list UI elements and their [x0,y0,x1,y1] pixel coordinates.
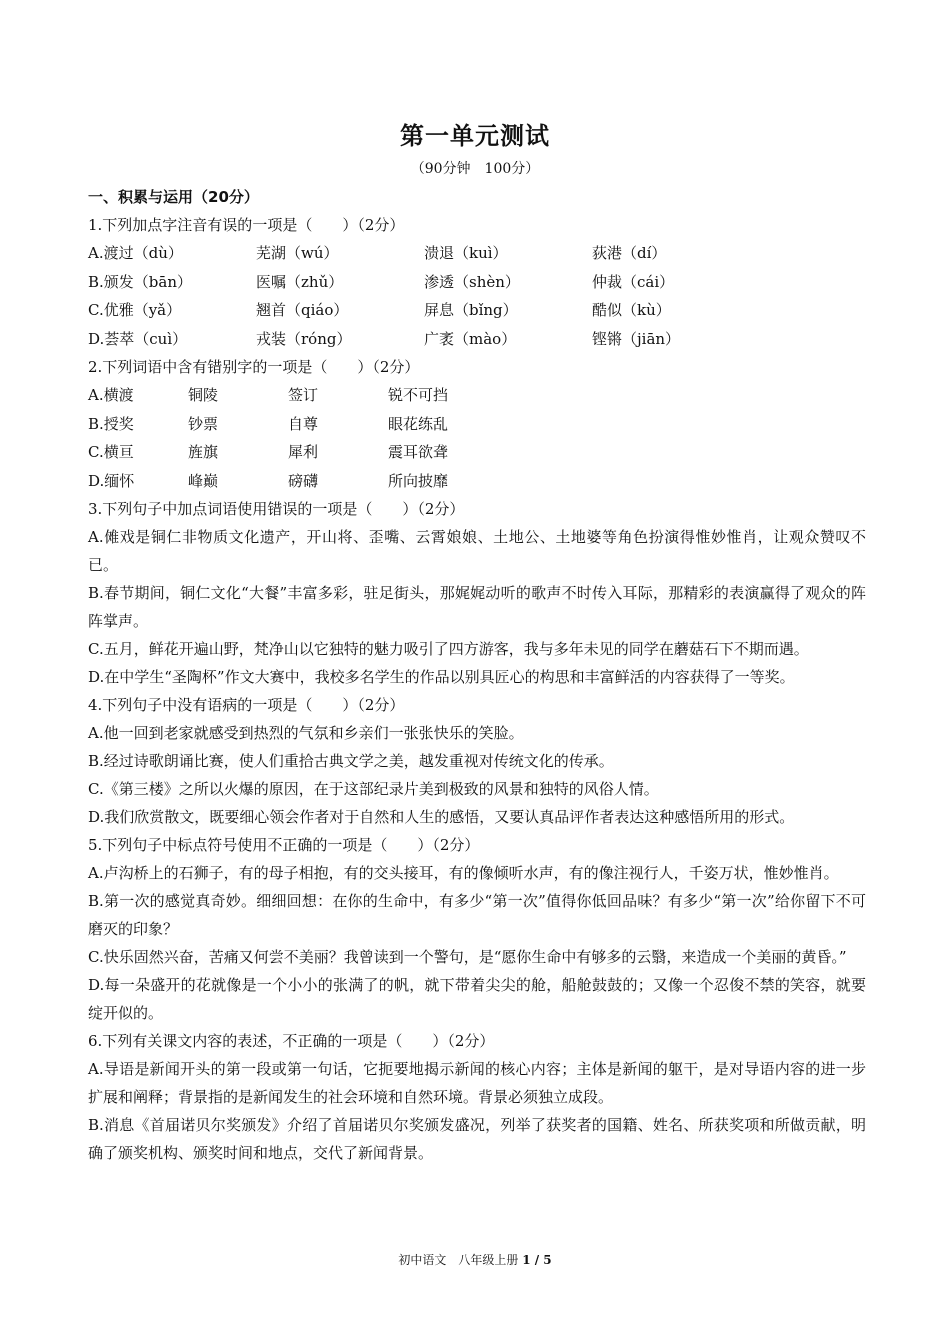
option-text: B.第一次的感觉真奇妙。细细回想：在你的生命中，有多少“第一次”值得你低回品味？有多少“第一次”给你留下不可磨灭的印象？ [88,892,866,938]
option-cell: 铜陵 [188,386,219,405]
page-title: 第一单元测试 [400,122,550,150]
option-cell: D.荟萃（cuì） [88,329,188,348]
footer-text: 初中语文 八年级上册 [398,1253,523,1267]
option-row [88,239,866,268]
option-row [88,296,866,325]
option-cell: 震耳欲聋 [388,443,449,462]
option-cell: B.授奖 [88,414,134,433]
option-text: C.快乐固然兴奋，苦痛又何尝不美丽？我曾读到一个警句，是“愿你生命中有够多的云翳，来造成一个美丽的黄昏。” [88,948,847,966]
option-cell: 酷似（kù） [592,301,671,320]
option-row [88,381,866,410]
option-row [88,410,866,439]
page-footer [0,1251,950,1268]
option-text: B.经过诗歌朗诵比赛，使人们重拾古典文学之美，越发重视对传统文化的传承。 [88,752,614,770]
option-cell: 自尊 [288,414,319,433]
option-cell: 磅礴 [288,471,319,490]
option-cell: C.横亘 [88,443,134,462]
option-cell: 峰巅 [188,471,219,490]
option-cell: 钞票 [188,414,219,433]
question-stem: 3.下列句子中加点词语使用错误的一项是（ ）（2分） [88,500,465,518]
question-stem: 6.下列有关课文内容的表述，不正确的一项是（ ）（2分） [88,1032,495,1050]
question-stem: 1.下列加点字注音有误的一项是（ ）（2分） [88,216,405,234]
option-cell: 所向披靡 [388,471,449,490]
section-heading: 一、积累与运用（20分） [88,188,259,206]
page-number: 1 / 5 [522,1253,552,1267]
option-cell: 溃退（kuì） [424,244,508,263]
option-text: A.他一回到老家就感受到热烈的气氛和乡亲们一张张快乐的笑脸。 [88,724,524,742]
option-cell: 仲裁（cái） [592,272,675,291]
option-text: B.消息《首届诺贝尔奖颁发》介绍了首届诺贝尔奖颁发盛况，列举了获奖者的国籍、姓名、所获奖项和所做贡献，明确了颁奖机构、颁奖时间和地点，交代了新闻背景。 [88,1116,866,1162]
question-stem: 5.下列句子中标点符号使用不正确的一项是（ ）（2分） [88,836,480,854]
option-cell: 铿锵（jiān） [592,329,681,348]
option-row [88,467,866,496]
option-row [88,325,866,354]
option-cell: 荻港（dí） [592,244,667,263]
option-cell: B.颁发（bān） [88,272,192,291]
option-cell: 翘首（qiáo） [256,301,349,320]
option-text: D.在中学生“圣陶杯”作文大赛中，我校多名学生的作品以别具匠心的构思和丰富鲜活的内容获得了一等奖。 [88,668,795,686]
option-text: A.导语是新闻开头的第一段或第一句话，它扼要地揭示新闻的核心内容；主体是新闻的躯干，是对导语内容的进一步扩展和阐释；背景指的是新闻发生的社会环境和自然环境。背景必须独立成段。 [88,1060,866,1106]
option-cell: 锐不可挡 [388,386,449,405]
option-cell: 芜湖（wú） [256,244,339,263]
option-cell: 签订 [288,386,319,405]
option-row [88,438,866,467]
content-body [88,183,866,1167]
question-stem: 2.下列词语中含有错别字的一项是（ ）（2分） [88,358,420,376]
option-text: D.每一朵盛开的花就像是一个小小的张满了的帆，就下带着尖尖的舱，船舱鼓鼓的；又像一个忍俊不禁的笑容，就要绽开似的。 [88,976,866,1022]
option-cell: A.渡过（dù） [88,244,183,263]
option-cell: 眼花练乱 [388,414,449,433]
option-cell: 犀利 [288,443,319,462]
question-stem: 4.下列句子中没有语病的一项是（ ）（2分） [88,696,405,714]
option-cell: C.优雅（yǎ） [88,301,182,320]
option-text: D.我们欣赏散文，既要细心领会作者对于自然和人生的感悟，又要认真品评作者表达这种感悟所用的形式。 [88,808,795,826]
page-subtitle: （90分钟 100分） [410,161,540,177]
option-row [88,268,866,297]
option-text: C.五月，鲜花开遍山野，梵净山以它独特的魅力吸引了四方游客，我与多年未见的同学在蘑菇石下不期而遇。 [88,640,809,658]
option-text: C.《第三楼》之所以火爆的原因，在于这部纪录片美到极致的风景和独特的风俗人情。 [88,780,659,798]
option-cell: 渗透（shèn） [424,272,520,291]
option-cell: 戎装（róng） [256,329,352,348]
option-cell: 屏息（bǐng） [424,301,518,320]
option-cell: A.横渡 [88,386,134,405]
option-text: B.春节期间，铜仁文化“大餐”丰富多彩，驻足街头，那娓娓动听的歌声不时传入耳际，那精彩的表演赢得了观众的阵阵掌声。 [88,584,866,630]
option-text: A.傩戏是铜仁非物质文化遗产，开山将、歪嘴、云霄娘娘、土地公、土地婆等角色扮演得惟妙惟肖，让观众赞叹不已。 [88,528,866,574]
option-cell: 医嘱（zhǔ） [256,272,344,291]
option-cell: D.缅怀 [88,471,135,490]
option-cell: 广袤（mào） [424,329,517,348]
option-cell: 旌旗 [188,443,219,462]
option-text: A.卢沟桥上的石狮子，有的母子相抱，有的交头接耳，有的像倾听水声，有的像注视行人，千姿万状，惟妙惟肖。 [88,864,839,882]
